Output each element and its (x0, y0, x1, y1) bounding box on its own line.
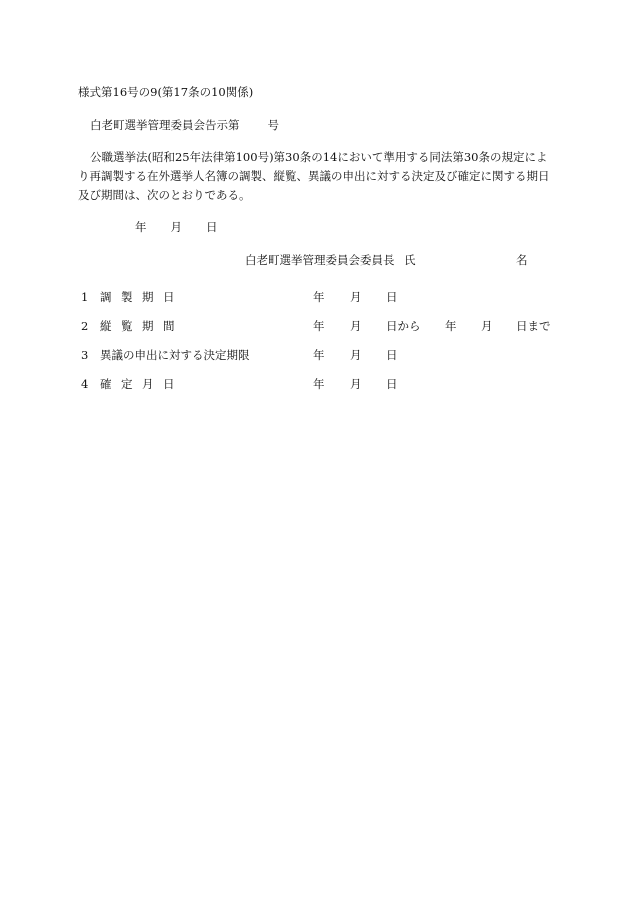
item-number: 1 (81, 290, 89, 304)
item-end-month: 月 (481, 319, 493, 333)
item-label: 調製期日 (100, 290, 184, 304)
item-year: 年 (313, 290, 325, 304)
list-item (0, 318, 630, 336)
item-day-from: 日から (386, 319, 421, 333)
list-item (0, 347, 630, 365)
item-day: 日 (386, 290, 398, 304)
item-month: 月 (350, 348, 362, 362)
notice-title (90, 117, 279, 134)
item-number: 3 (81, 348, 89, 362)
item-year: 年 (313, 377, 325, 391)
item-day: 日 (386, 377, 398, 391)
notice-title-prefix: 白老町選挙管理委員会告示第 (90, 118, 240, 132)
form-id: 様式第16号の9(第17条の10関係) (78, 85, 254, 99)
item-label: 縦覧期間 (100, 319, 184, 333)
date-month: 月 (170, 220, 182, 234)
item-number: 2 (81, 319, 89, 333)
item-year: 年 (313, 348, 325, 362)
item-label: 異議の申出に対する決定期限 (100, 348, 250, 362)
item-day: 日 (386, 348, 398, 362)
signer-shi: 氏 (404, 253, 416, 267)
item-month: 月 (350, 290, 362, 304)
date-year: 年 (135, 220, 147, 234)
notice-date (135, 219, 218, 236)
notice-body: 公職選挙法(昭和25年法律第100号)第30条の14において準用する同法第30条の規定により再調製する在外選挙人名簿の調製、縦覧、異議の申出に対する決定及び確定に関する期日及び期間は、次のとおりである。 (78, 150, 550, 202)
date-day: 日 (206, 220, 218, 234)
item-end-year: 年 (445, 319, 457, 333)
item-month: 月 (350, 377, 362, 391)
signer-mei: 名 (516, 253, 528, 267)
item-label: 確定月日 (100, 377, 184, 391)
item-month: 月 (350, 319, 362, 333)
list-item (0, 289, 630, 307)
signer-title: 白老町選挙管理委員会委員長 (245, 253, 395, 267)
list-item (0, 376, 630, 394)
notice-title-suffix: 号 (267, 118, 279, 132)
item-end-day-until: 日まで (516, 319, 551, 333)
item-number: 4 (81, 377, 89, 391)
item-year: 年 (313, 319, 325, 333)
